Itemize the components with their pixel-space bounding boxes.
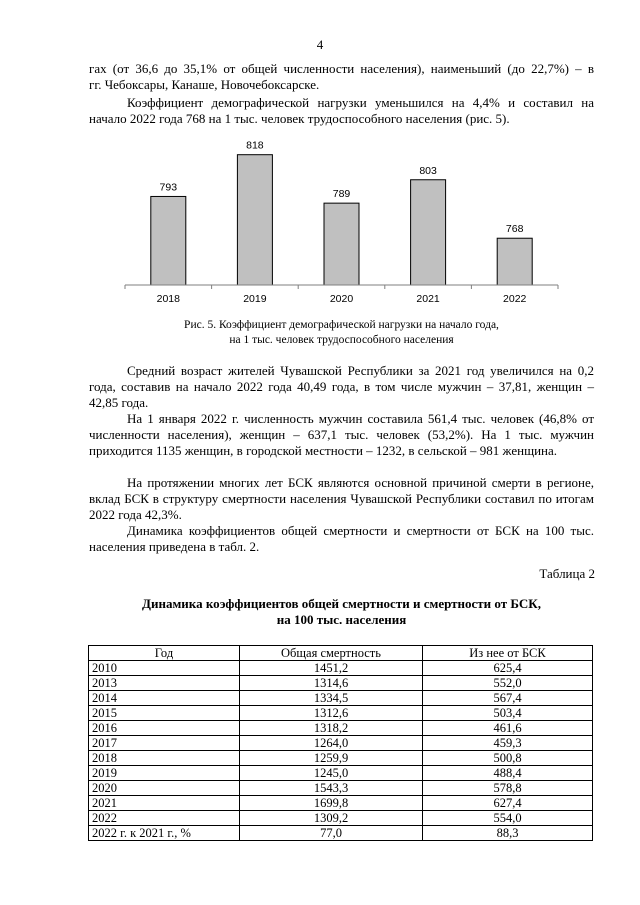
- table-header-row: [89, 646, 593, 661]
- cell-bsk-mortality: 461,6: [423, 721, 593, 736]
- cell-total-mortality: 1264,0: [240, 736, 423, 751]
- header-year: Год: [89, 646, 240, 661]
- cell-bsk-mortality: 488,4: [423, 766, 593, 781]
- header-bsk-mortality: Из нее от БСК: [423, 646, 593, 661]
- table-row: [89, 706, 593, 721]
- paragraph-2: Коэффициент демографической нагрузки уменьшился на 4,4% и составил на начало 2022 года 768 на 1 тыс. человек трудоспособного населения (рис. 5).: [89, 95, 594, 126]
- table-title-line-1: Динамика коэффициентов общей смертности и смертности от БСК,: [142, 596, 541, 611]
- caption-line-1: Рис. 5. Коэффициент демографической нагрузки на начало года,: [184, 319, 499, 331]
- category-label-2022: 2022: [503, 293, 527, 305]
- cell-year: 2013: [89, 676, 240, 691]
- cell-year: 2022: [89, 811, 240, 826]
- data-label-2019: 818: [246, 139, 264, 152]
- cell-year: 2021: [89, 796, 240, 811]
- bar-2020: [324, 203, 359, 285]
- x-axis-ticks: [125, 285, 558, 289]
- data-label-2021: 803: [419, 164, 437, 177]
- cell-total-mortality: 1451,2: [240, 661, 423, 676]
- table-row: [89, 676, 593, 691]
- paragraph-5: На протяжении многих лет БСК являются основной причиной смерти в регионе, вклад БСК в структуру смертности населения Чувашской Республики составил по итогам 2022 года 42,3%.: [89, 475, 594, 522]
- category-label-2019: 2019: [243, 293, 267, 305]
- cell-bsk-mortality: 627,4: [423, 796, 593, 811]
- table-row: [89, 781, 593, 796]
- cell-year: 2016: [89, 721, 240, 736]
- cell-total-mortality: 1334,5: [240, 691, 423, 706]
- category-label-2020: 2020: [329, 293, 354, 305]
- paragraph-6: Динамика коэффициентов общей смертности и смертности от БСК на 100 тыс. населения приведена в табл. 2.: [89, 523, 594, 554]
- cell-bsk-mortality: 578,8: [423, 781, 593, 796]
- table-row: [89, 826, 593, 841]
- mortality-table: [88, 645, 593, 841]
- bar-2022: [497, 238, 532, 285]
- paragraph-3: Средний возраст жителей Чувашской Республики за 2021 год увеличился на 0,2 года, составив на начало 2022 года 40,49 года, в том числе мужчин – 37,81, женщин – 42,85 года.: [89, 363, 594, 410]
- table-label: Таблица 2: [539, 566, 595, 581]
- cell-total-mortality: 1312,6: [240, 706, 423, 721]
- bar-chart: [0, 0, 640, 320]
- chart-bars: [151, 155, 532, 285]
- cell-total-mortality: 1245,0: [240, 766, 423, 781]
- cell-bsk-mortality: 500,8: [423, 751, 593, 766]
- cell-year: 2018: [89, 751, 240, 766]
- cell-total-mortality: 1259,9: [240, 751, 423, 766]
- cell-year: 2017: [89, 736, 240, 751]
- bar-2021: [411, 180, 446, 285]
- data-label-2018: 793: [159, 181, 178, 194]
- table-row: [89, 661, 593, 676]
- data-label-2020: 789: [332, 188, 351, 201]
- cell-total-mortality: 1314,6: [240, 676, 423, 691]
- table-row: [89, 736, 593, 751]
- cell-year: 2015: [89, 706, 240, 721]
- cell-year: 2022 г. к 2021 г., %: [89, 826, 240, 841]
- table-title: [89, 596, 594, 628]
- header-total-mortality: Общая смертность: [240, 646, 423, 661]
- cell-bsk-mortality: 459,3: [423, 736, 593, 751]
- table-row: [89, 811, 593, 826]
- caption-line-2: на 1 тыс. человек трудоспособного населения: [229, 334, 454, 346]
- category-label-2021: 2021: [416, 293, 440, 305]
- paragraph-1-line-1: гах (от 36,6 до 35,1% от общей численности населения), наименьший (до 22,7%) – в: [89, 61, 594, 76]
- paragraph-1-line-2: гг. Чебоксары, Канаше, Новочебоксарске.: [89, 77, 320, 92]
- cell-bsk-mortality: 625,4: [423, 661, 593, 676]
- cell-total-mortality: 1309,2: [240, 811, 423, 826]
- cell-bsk-mortality: 567,4: [423, 691, 593, 706]
- cell-total-mortality: 77,0: [240, 826, 423, 841]
- x-axis-labels: [157, 293, 527, 305]
- category-label-2018: 2018: [156, 293, 180, 305]
- paragraph-4: На 1 января 2022 г. численность мужчин составила 561,4 тыс. человек (46,8% от численности населения), женщин – 637,1 тыс. человек (53,2%). На 1 тыс. мужчин приходится 1135 женщин, в городской местности – 1232, в сельской – 981 женщина.: [89, 411, 594, 458]
- table-row: [89, 796, 593, 811]
- table-row: [89, 721, 593, 736]
- cell-total-mortality: 1699,8: [240, 796, 423, 811]
- cell-year: 2020: [89, 781, 240, 796]
- figure-caption: [89, 318, 594, 348]
- cell-bsk-mortality: 552,0: [423, 676, 593, 691]
- cell-bsk-mortality: 503,4: [423, 706, 593, 721]
- cell-total-mortality: 1543,3: [240, 781, 423, 796]
- table-row: [89, 766, 593, 781]
- cell-bsk-mortality: 88,3: [423, 826, 593, 841]
- table-row: [89, 751, 593, 766]
- data-label-2022: 768: [505, 223, 524, 236]
- bar-2018: [151, 196, 186, 285]
- bar-2019: [237, 155, 272, 285]
- cell-year: 2010: [89, 661, 240, 676]
- cell-total-mortality: 1318,2: [240, 721, 423, 736]
- table-row: [89, 691, 593, 706]
- page-number: 4: [316, 37, 324, 52]
- cell-bsk-mortality: 554,0: [423, 811, 593, 826]
- table-title-line-2: на 100 тыс. населения: [276, 612, 407, 627]
- cell-year: 2019: [89, 766, 240, 781]
- cell-year: 2014: [89, 691, 240, 706]
